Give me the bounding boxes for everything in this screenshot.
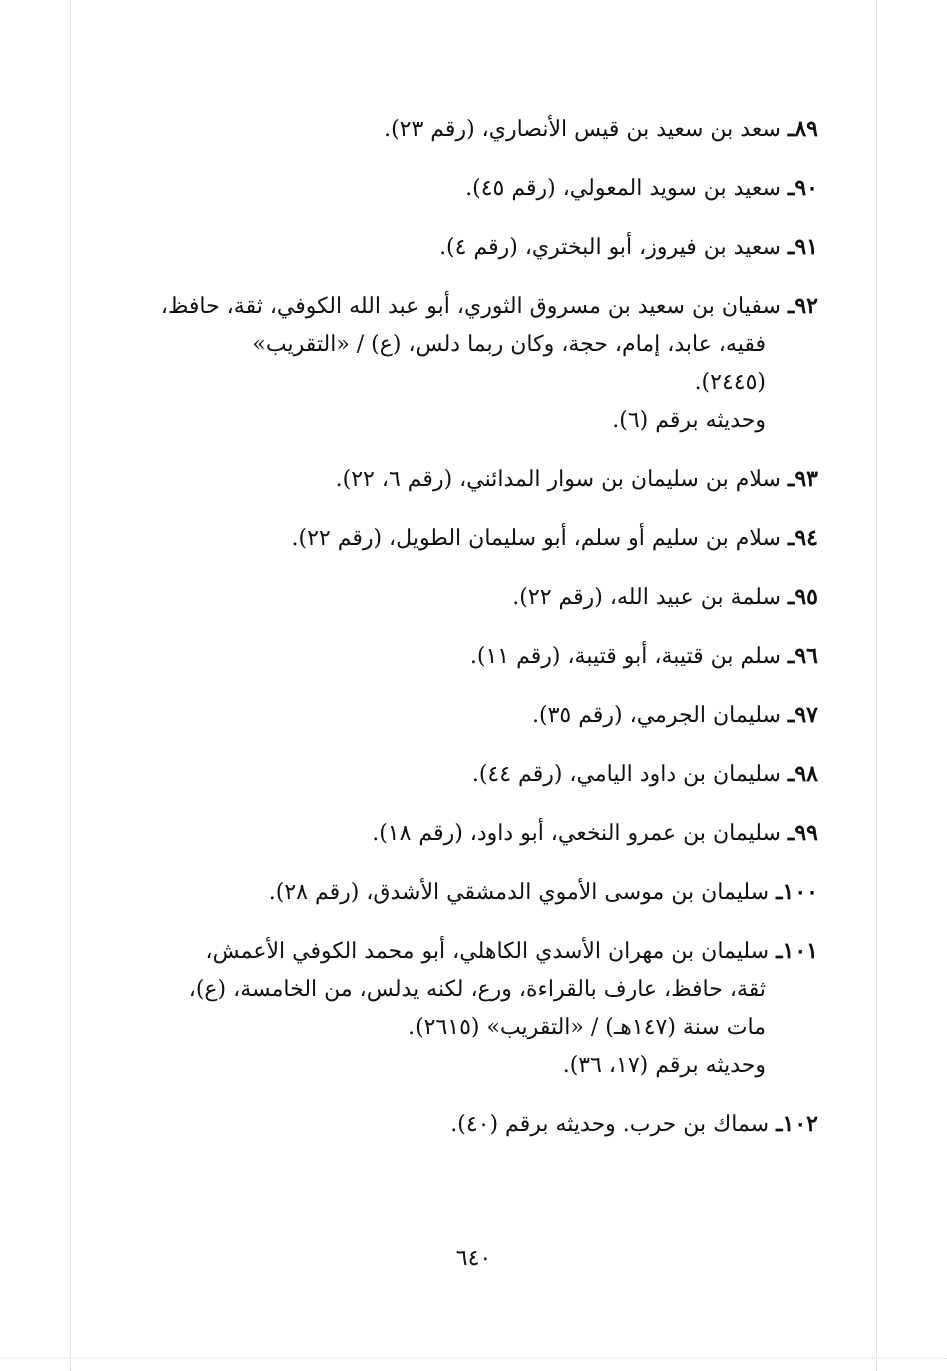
entry-number: ٩٤ـ — [787, 525, 818, 551]
entry-text: سعد بن سعيد بن قيس الأنصاري، (رقم ٢٣). — [384, 117, 781, 142]
entry-text: سلم بن قتيبة، أبو قتيبة، (رقم ١١). — [469, 644, 781, 669]
entry-hadith-ref: وحديثه برقم (١٧، ٣٦). — [562, 1053, 766, 1078]
entry-93 — [110, 460, 818, 499]
entry-number: ١٠١ـ — [776, 938, 818, 964]
entry-continuation: فقيه، عابد، إمام، حجة، وكان ربما دلس، (ع) / «التقريب» — [252, 332, 766, 357]
entry-98 — [110, 755, 818, 794]
entry-text: سليمان الجرمي، (رقم ٣٥). — [532, 703, 781, 728]
entry-text: سماك بن حرب. وحديثه برقم (٤٠). — [450, 1112, 770, 1137]
entry-number: ٩٠ـ — [787, 175, 818, 201]
entry-text: سفيان بن سعيد بن مسروق الثوري، أبو عبد الله الكوفي، ثقة، حافظ، — [160, 294, 781, 319]
entry-text: سلام بن سليم أو سلم، أبو سليمان الطويل، (رقم ٢٢). — [291, 526, 781, 551]
entry-continuation: (٢٤٤٥). — [694, 370, 766, 395]
entry-text: سليمان بن عمرو النخعي، أبو داود، (رقم ١٨). — [372, 821, 781, 846]
entry-text: سلام بن سليمان بن سوار المدائني، (رقم ٦، ٢٢). — [335, 467, 781, 492]
entry-100 — [110, 873, 818, 912]
entry-91 — [110, 228, 818, 267]
entry-102 — [110, 1105, 818, 1144]
entry-94 — [110, 519, 818, 558]
entry-number: ٩٦ـ — [787, 643, 818, 669]
entry-number: ٩٩ـ — [787, 820, 818, 846]
entry-text: سلمة بن عبيد الله، (رقم ٢٢). — [512, 585, 781, 610]
entry-number: ٩٣ـ — [787, 466, 818, 492]
entry-97 — [110, 696, 818, 735]
entry-text: سليمان بن موسى الأموي الدمشقي الأشدق، (رقم ٢٨). — [268, 880, 770, 905]
entry-number: ٩٧ـ — [787, 702, 818, 728]
entry-number: ٩٢ـ — [787, 293, 818, 319]
entry-continuation: ثقة، حافظ، عارف بالقراءة، ورع، لكنه يدلس، من الخامسة، (ع)، — [188, 977, 766, 1002]
entry-number: ٨٩ـ — [787, 116, 818, 142]
entry-101 — [110, 932, 818, 1085]
entry-90 — [110, 169, 818, 208]
scan-line — [0, 1358, 947, 1359]
page-edge-right — [876, 0, 877, 1371]
entry-number: ١٠٢ـ — [776, 1111, 818, 1137]
entry-number: ٩٨ـ — [787, 761, 818, 787]
entry-number: ١٠٠ـ — [776, 879, 818, 905]
page-number: ٦٤٠ — [455, 1246, 492, 1271]
entry-text: سليمان بن مهران الأسدي الكاهلي، أبو محمد الكوفي الأعمش، — [205, 939, 770, 964]
entry-99 — [110, 814, 818, 853]
entry-96 — [110, 637, 818, 676]
page-edge-left — [70, 0, 71, 1371]
entry-continuation: مات سنة (١٤٧هـ) / «التقريب» (٢٦١٥). — [408, 1015, 766, 1040]
entry-92 — [110, 287, 818, 440]
entry-hadith-ref: وحديثه برقم (٦). — [612, 408, 766, 433]
entry-text: سليمان بن داود اليامي، (رقم ٤٤). — [471, 762, 781, 787]
document-body — [110, 110, 818, 1164]
entry-text: سعيد بن سويد المعولي، (رقم ٤٥). — [465, 176, 781, 201]
entry-text: سعيد بن فيروز، أبو البختري، (رقم ٤). — [439, 235, 781, 260]
entry-95 — [110, 578, 818, 617]
entry-number: ٩١ـ — [787, 234, 818, 260]
entry-89 — [110, 110, 818, 149]
entry-number: ٩٥ـ — [787, 584, 818, 610]
